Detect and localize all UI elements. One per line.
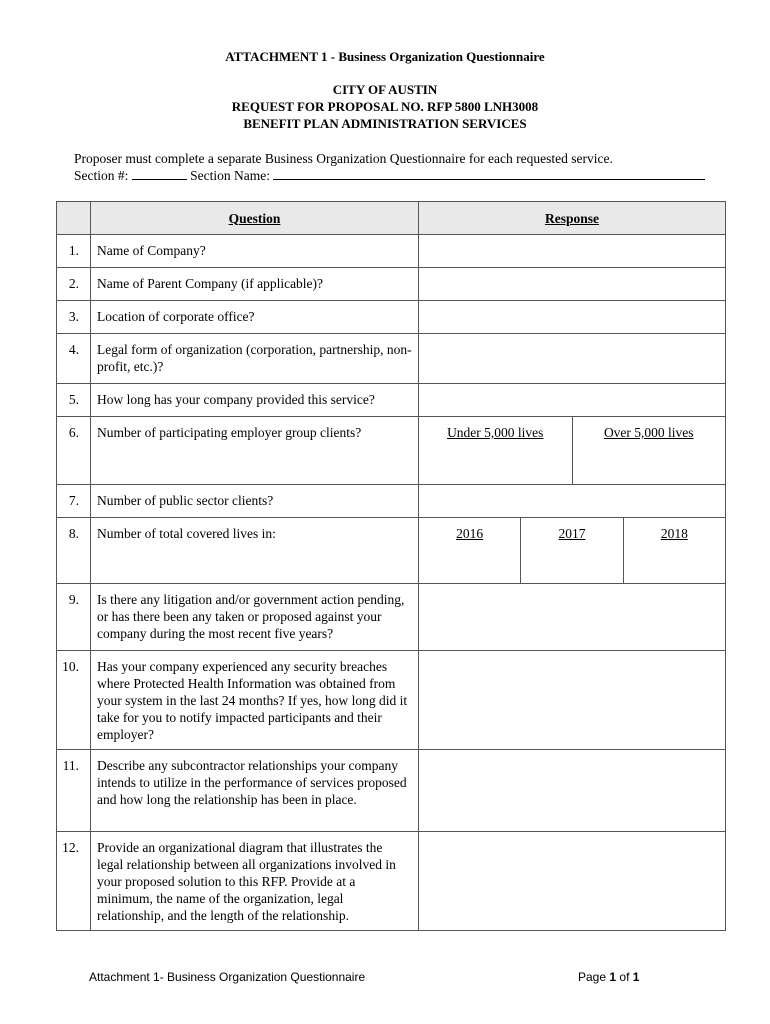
row-number: 3. (57, 301, 91, 334)
row-number: 6. (57, 417, 91, 485)
section-number-blank[interactable] (132, 167, 187, 180)
row-number: 5. (57, 384, 91, 417)
response-cell[interactable] (419, 384, 726, 417)
table-row (57, 334, 726, 384)
response-cell[interactable] (419, 584, 726, 651)
table-row (57, 417, 726, 485)
row-number: 1. (57, 235, 91, 268)
question-text: Has your company experienced any security breaches where Protected Health Information was obtained from your system in the last 24 months? If yes, how long did it take for you to notify impacted participants and their employer? (91, 651, 419, 750)
instruction-text: Proposer must complete a separate Business Organization Questionnaire for each requested service. (74, 151, 613, 166)
page-of: of (619, 970, 630, 984)
table-row (57, 651, 726, 750)
footer-title: Attachment 1- Business Organization Questionnaire (89, 970, 366, 984)
document-title: ATTACHMENT 1 - Business Organization Questionnaire (225, 49, 545, 64)
table-row (57, 750, 726, 832)
section-line (74, 167, 705, 184)
question-header: Question (91, 202, 419, 235)
table-row (57, 518, 726, 584)
response-cell (419, 417, 726, 485)
question-text: Provide an organizational diagram that illustrates the legal relationship between all organizations involved in your proposed solution to this RFP. Provide at a minimum, the name of the organization, legal relationship, and the length of the relationship. (91, 832, 419, 931)
response-cell[interactable] (419, 750, 726, 832)
org-name: CITY OF AUSTIN (332, 82, 438, 97)
response-cell[interactable] (419, 334, 726, 384)
table-row (57, 832, 726, 931)
row-number: 12. (57, 832, 91, 931)
question-text: Number of total covered lives in: (91, 518, 419, 584)
question-text: Name of Company? (91, 235, 419, 268)
under-5000-lives-cell[interactable]: Under 5,000 lives (447, 425, 544, 440)
page-number: 1 (609, 970, 617, 984)
question-text: Describe any subcontractor relationships your company intends to utilize in the performance of services proposed and how long the relationship has been in place. (91, 750, 419, 832)
year-2016-cell[interactable]: 2016 (456, 526, 484, 541)
response-cell (419, 518, 726, 584)
table-row (57, 301, 726, 334)
question-text: How long has your company provided this service? (91, 384, 419, 417)
service-title: BENEFIT PLAN ADMINISTRATION SERVICES (243, 116, 527, 131)
page-indicator (578, 970, 639, 984)
over-5000-lives-cell[interactable]: Over 5,000 lives (572, 417, 726, 484)
question-text: Location of corporate office? (91, 301, 419, 334)
response-cell[interactable] (419, 235, 726, 268)
section-number-label: Section #: (74, 168, 129, 183)
question-text: Name of Parent Company (if applicable)? (91, 268, 419, 301)
question-text: Number of public sector clients? (91, 485, 419, 518)
response-cell[interactable] (419, 268, 726, 301)
section-name-label: Section Name: (190, 168, 270, 183)
questionnaire-table (56, 201, 726, 931)
response-cell[interactable] (419, 485, 726, 518)
table-row (57, 268, 726, 301)
row-number: 10. (57, 651, 91, 750)
section-name-blank[interactable] (273, 167, 705, 180)
response-header: Response (419, 202, 726, 235)
response-cell[interactable] (419, 651, 726, 750)
table-row (57, 584, 726, 651)
table-row (57, 235, 726, 268)
page-total: 1 (632, 970, 640, 984)
question-text: Legal form of organization (corporation, partnership, non-profit, etc.)? (91, 334, 419, 384)
year-2017-cell[interactable]: 2017 (520, 518, 622, 583)
table-row (57, 384, 726, 417)
question-text: Is there any litigation and/or government action pending, or has there been any taken or proposed against your company during the most recent five years? (91, 584, 419, 651)
table-header-row (57, 202, 726, 235)
page-label: Page (578, 970, 607, 984)
header-blank-cell (57, 202, 91, 235)
row-number: 11. (57, 750, 91, 832)
year-2018-cell[interactable]: 2018 (623, 518, 725, 583)
row-number: 8. (57, 518, 91, 584)
rfp-number: REQUEST FOR PROPOSAL NO. RFP 5800 LNH3008 (231, 99, 539, 114)
response-cell[interactable] (419, 301, 726, 334)
row-number: 4. (57, 334, 91, 384)
table-row (57, 485, 726, 518)
row-number: 7. (57, 485, 91, 518)
response-cell[interactable] (419, 832, 726, 931)
row-number: 9. (57, 584, 91, 651)
question-text: Number of participating employer group clients? (91, 417, 419, 485)
row-number: 2. (57, 268, 91, 301)
